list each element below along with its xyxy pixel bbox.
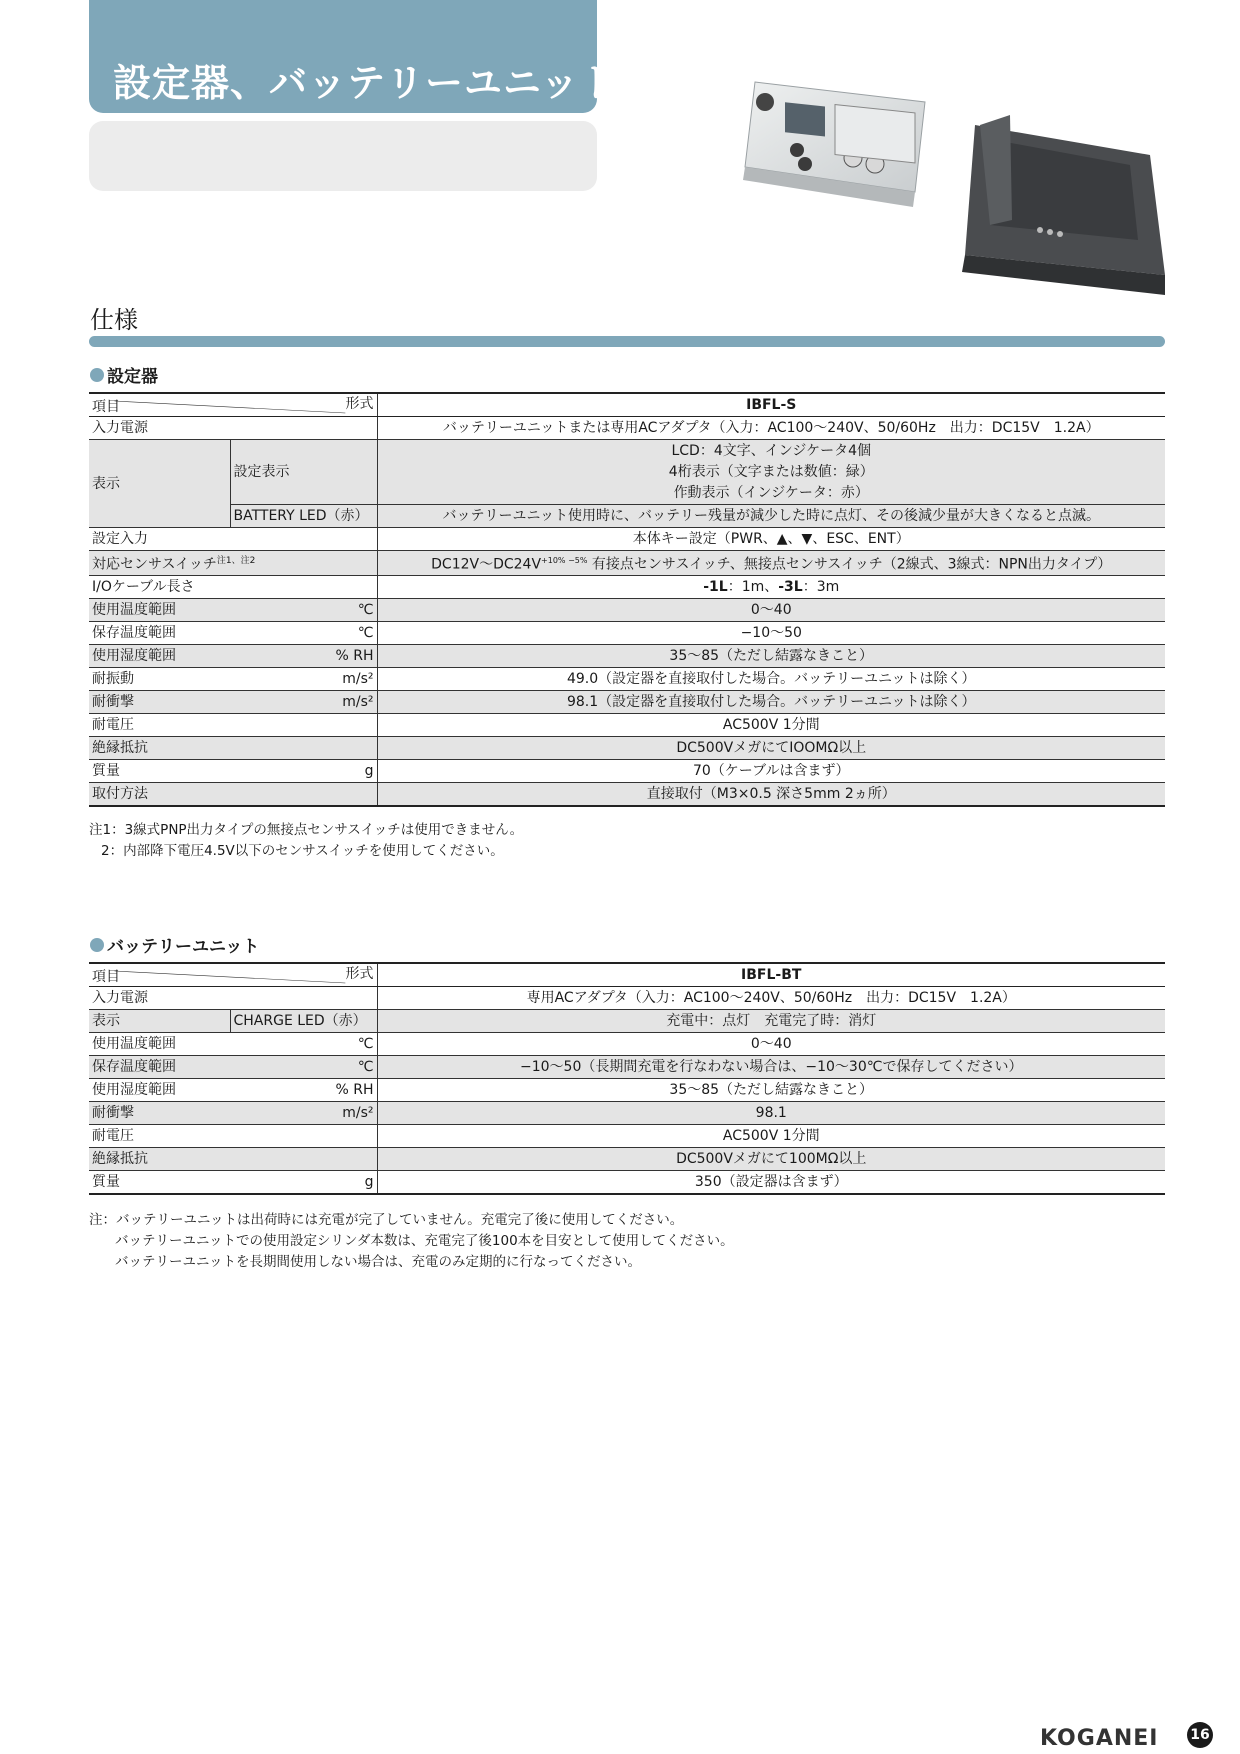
row-label [89, 598, 377, 621]
battery-spec-table [89, 962, 1165, 1195]
table-row [89, 1148, 1165, 1171]
row-value: 35〜85（ただし結露なきこと） [377, 644, 1165, 667]
row-value: AC500V 1分間 [377, 713, 1165, 736]
battery-heading [90, 932, 259, 957]
row-label: 取付方法 [89, 782, 377, 806]
table-header-row [89, 963, 1165, 987]
row-label [89, 621, 377, 644]
row-label: 耐電圧 [89, 713, 377, 736]
row-sublabel: BATTERY LED（赤） [230, 505, 377, 528]
row-value: 専用ACアダプタ（入力：AC100〜240V、50/60Hz 出力：DC15V 1.2A） [377, 987, 1165, 1010]
note-line: 2：内部降下電圧4.5V以下のセンサスイッチを使用してください。 [101, 843, 504, 859]
model-name: IBFL-BT [377, 963, 1165, 987]
row-label [89, 667, 377, 690]
table-row [89, 575, 1165, 598]
table-row [89, 1010, 1165, 1033]
row-value: −10〜50 [377, 621, 1165, 644]
label-text: 耐衝撃 [92, 1105, 134, 1121]
unit: m/s² [342, 693, 374, 710]
row-sublabel: CHARGE LED（赤） [230, 1010, 377, 1033]
unit: g [364, 762, 374, 779]
row-label: 表示 [89, 440, 230, 528]
header-item-label: 項目 [92, 399, 120, 415]
note-line: バッテリーユニットでの使用設定シリンダ本数は、充電完了後100本を目安として使用してください。 [115, 1233, 734, 1249]
label-text: 使用湿度範囲 [92, 1082, 176, 1098]
row-value: 350（設定器は含まず） [377, 1171, 1165, 1195]
sensor-types: 有接点センサスイッチ、無接点センサスイッチ（2線式、3線式：NPN出力タイプ） [587, 556, 1112, 573]
cable-code: -1L [703, 578, 728, 595]
table-header-row [89, 393, 1165, 417]
row-value [377, 551, 1165, 576]
table-row [89, 1171, 1165, 1195]
row-label: 設定入力 [89, 528, 377, 551]
row-label: 表示 [89, 1010, 230, 1033]
row-sublabel: 設定表示 [230, 440, 377, 505]
row-value: 49.0（設定器を直接取付した場合。バッテリーユニットは除く） [377, 667, 1165, 690]
table-row [89, 417, 1165, 440]
header-item-label: 項目 [92, 969, 120, 985]
setter-spec-table [89, 392, 1165, 807]
row-value [377, 575, 1165, 598]
table-row [89, 1079, 1165, 1102]
row-value: バッテリーユニットまたは専用ACアダプタ（入力：AC100〜240V、50/60Hz 出力：DC15V 1.2A） [377, 417, 1165, 440]
row-label [89, 1102, 377, 1125]
setter-notes [89, 820, 523, 862]
note-line: 注：バッテリーユニットは出荷時には充電が完了していません。充電完了後に使用してください。 [89, 1212, 684, 1228]
table-row [89, 782, 1165, 806]
section-title: 仕様 [90, 306, 138, 334]
table-row [89, 644, 1165, 667]
display-line: 作動表示（インジケータ：赤） [673, 484, 869, 501]
row-value [377, 440, 1165, 505]
row-value: 直接取付（M3×0.5 深さ5mm 2ヵ所） [377, 782, 1165, 806]
voltage-range: DC12V〜DC24V [431, 556, 542, 573]
display-line: LCD：4文字、インジケータ4個 [671, 442, 872, 459]
unit: % RH [335, 647, 374, 664]
table-row [89, 598, 1165, 621]
row-label [89, 690, 377, 713]
table-row [89, 713, 1165, 736]
table-row [89, 667, 1165, 690]
display-line: 4桁表示（文字または数値：緑） [668, 463, 874, 480]
cable-length: ：1m、 [727, 578, 779, 595]
battery-notes [89, 1210, 734, 1273]
table-row [89, 621, 1165, 644]
row-label [89, 1033, 377, 1056]
row-label: 入力電源 [89, 987, 377, 1010]
unit: % RH [335, 1082, 374, 1098]
table-row [89, 528, 1165, 551]
label-text: 保存温度範囲 [92, 1059, 176, 1075]
label-text: 質量 [92, 1174, 120, 1190]
label-text: 質量 [92, 762, 120, 779]
row-label [89, 644, 377, 667]
table-row [89, 736, 1165, 759]
row-label: 絶縁抵抗 [89, 736, 377, 759]
note-ref: 注1、注2 [216, 556, 256, 566]
row-value: −10〜50（長期間充電を行なわない場合は、−10〜30℃で保存してください） [377, 1056, 1165, 1079]
label-text: 耐振動 [92, 670, 134, 687]
row-value: バッテリーユニット使用時に、バッテリー残量が減少した時に点灯、その後減少量が大きくなると点滅。 [377, 505, 1165, 528]
table-row [89, 1056, 1165, 1079]
row-label [89, 759, 377, 782]
battery-heading-text: バッテリーユニット [107, 937, 260, 957]
table-row [89, 759, 1165, 782]
row-value: AC500V 1分間 [377, 1125, 1165, 1148]
unit: ℃ [357, 1036, 374, 1052]
label-text: 保存温度範囲 [92, 624, 176, 641]
page-title: 設定器、バッテリーユニット [113, 61, 619, 105]
label-text: 使用湿度範囲 [92, 647, 176, 664]
battery-unit-image [950, 110, 1180, 310]
unit: m/s² [342, 670, 374, 687]
table-row [89, 1102, 1165, 1125]
row-label [89, 1079, 377, 1102]
brand-logo: KOGANEI [1040, 1726, 1159, 1751]
row-label [89, 1056, 377, 1079]
cable-length: ：3m [802, 578, 840, 595]
row-value: 98.1（設定器を直接取付した場合。バッテリーユニットは除く） [377, 690, 1165, 713]
unit: ℃ [357, 1059, 374, 1075]
row-value: 35〜85（ただし結露なきこと） [377, 1079, 1165, 1102]
table-row [89, 987, 1165, 1010]
row-value: 0〜40 [377, 1033, 1165, 1056]
label-text: 耐衝撃 [92, 693, 134, 710]
row-label: 耐電圧 [89, 1125, 377, 1148]
note-line: 注1：3線式PNP出力タイプの無接点センサスイッチは使用できません。 [89, 822, 524, 838]
row-value: DC500VメガにてIOOMΩ以上 [377, 736, 1165, 759]
setter-heading [90, 362, 158, 387]
note-line: バッテリーユニットを長期間使用しない場合は、充電のみ定期的に行なってください。 [115, 1254, 641, 1270]
row-label: I/Oケーブル長さ [89, 575, 377, 598]
setter-heading-text: 設定器 [107, 367, 158, 387]
subtitle-band [89, 121, 597, 191]
sensor-label: 対応センサスイッチ [92, 556, 217, 573]
cable-code: -3L [778, 578, 803, 595]
row-value: 充電中：点灯 充電完了時：消灯 [377, 1010, 1165, 1033]
row-value: DC500Vメガにて100MΩ以上 [377, 1148, 1165, 1171]
table-row [89, 1033, 1165, 1056]
tolerance: +10% −5% [541, 556, 588, 565]
setter-device-image [735, 72, 935, 222]
unit: m/s² [342, 1105, 374, 1121]
unit: ℃ [357, 601, 374, 618]
model-name: IBFL-S [377, 393, 1165, 417]
table-row [89, 1125, 1165, 1148]
header-model-label: 形式 [345, 966, 374, 982]
row-label [89, 1171, 377, 1195]
unit: ℃ [357, 624, 374, 641]
table-row [89, 551, 1165, 576]
row-value: 70（ケーブルは含まず） [377, 759, 1165, 782]
page-number: 16 [1187, 1722, 1213, 1748]
header-model-label: 形式 [345, 396, 374, 412]
row-label: 絶縁抵抗 [89, 1148, 377, 1171]
row-label [89, 551, 377, 576]
bullet-dot [90, 938, 104, 952]
table-row [89, 505, 1165, 528]
section-rule [89, 336, 1165, 347]
label-text: 使用温度範囲 [92, 601, 176, 618]
bullet-dot [90, 368, 104, 382]
table-row [89, 690, 1165, 713]
table-row [89, 440, 1165, 505]
title-band [89, 0, 619, 113]
row-label: 入力電源 [89, 417, 377, 440]
row-value: 98.1 [377, 1102, 1165, 1125]
row-value: 0〜40 [377, 598, 1165, 621]
row-value: 本体キー設定（PWR、▲、▼、ESC、ENT） [377, 528, 1165, 551]
unit: g [364, 1174, 374, 1190]
label-text: 使用温度範囲 [92, 1036, 176, 1052]
